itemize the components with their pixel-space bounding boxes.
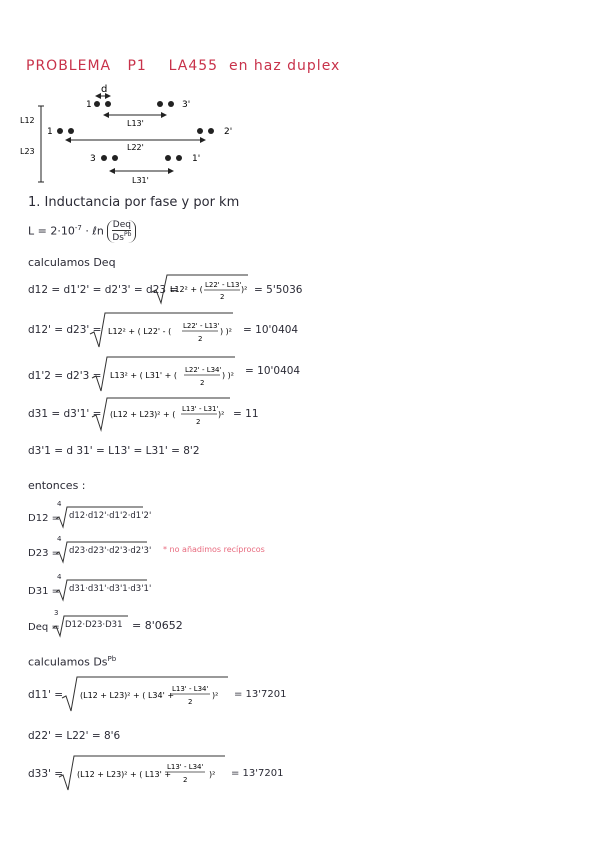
conductor-dot [57, 128, 63, 134]
conductor-dot [112, 155, 118, 161]
formula-l-num: Deq [112, 220, 131, 230]
svg-text:2: 2 [200, 379, 205, 387]
d11-lhs: d11' = [28, 689, 64, 701]
svg-text:)²: )² [241, 285, 248, 294]
conductor-dot [176, 155, 182, 161]
eq2-radical [88, 310, 238, 350]
d33-lhs: d33' = [28, 768, 64, 780]
calc-ds-label [28, 655, 116, 669]
eq4-lhs: d31 = d3'1' = [28, 408, 102, 420]
deq-root-index: 3 [54, 609, 59, 617]
svg-text:L22' - L13': L22' - L13' [205, 281, 242, 289]
d31-lhs: D31 = [28, 586, 60, 597]
d23-root-index: 4 [57, 535, 62, 543]
formula-l-den-sup: Pb [123, 231, 132, 238]
label-cond-1-top: 1 [86, 100, 92, 110]
formula-l-exp: -7 [74, 223, 82, 232]
label-cond-3p-top: 3' [182, 100, 191, 110]
eq3-result: = 10'0404 [245, 365, 301, 377]
d12-lhs: D12 = [28, 513, 60, 524]
svg-text:) )²: ) )² [222, 371, 234, 380]
conductor-diagram [0, 80, 600, 190]
formula-l-fraction [107, 220, 136, 243]
conductor-dot [168, 101, 174, 107]
label-cond-1-mid: 1 [47, 127, 53, 137]
label-l23: L23 [20, 147, 35, 156]
conductor-dot [165, 155, 171, 161]
d31-radicand: d31·d31'·d3'1·d3'1' [69, 584, 152, 594]
svg-text:) )²: ) )² [220, 327, 232, 336]
label-d: d [101, 84, 108, 95]
svg-text:L12² + ( L22' - (: L12² + ( L22' - ( [108, 327, 172, 336]
conductor-dot [94, 101, 100, 107]
deq-result: = 8'0652 [132, 619, 183, 632]
svg-text:)²: )² [212, 691, 219, 700]
note-reciprocos: * no añadimos recíprocos [163, 545, 265, 554]
calc-ds-sup: Pb [107, 655, 117, 663]
eq4-radical [90, 395, 235, 433]
svg-text:2: 2 [196, 418, 201, 426]
d23-radicand: d23·d23'·d2'3·d2'3' [69, 546, 152, 556]
label-cond-2p: 2' [224, 127, 233, 137]
svg-text:2: 2 [220, 293, 225, 301]
svg-text:L12² + (: L12² + ( [170, 285, 203, 294]
d12-radicand: d12·d12'·d1'2·d1'2' [69, 511, 152, 521]
svg-text:L13² + ( L31' + (: L13² + ( L31' + ( [110, 371, 178, 380]
svg-text:(L12 + L23)² + (: (L12 + L23)² + ( [110, 410, 176, 419]
svg-text:)²: )² [209, 770, 216, 779]
page-title [26, 58, 340, 74]
label-l31: L31' [132, 176, 149, 185]
svg-text:L22' - L34': L22' - L34' [185, 366, 222, 374]
svg-text:L22' - L13': L22' - L13' [183, 322, 220, 330]
d31-root-index: 4 [57, 573, 62, 581]
title-problem: PROBLEMA [26, 58, 112, 74]
deq-lhs: Deq = [28, 622, 60, 633]
label-cond-3: 3 [90, 154, 96, 164]
deq-radicand: D12·D23·D31 [65, 620, 123, 630]
eq3-radical [90, 354, 240, 394]
svg-text:(L12 + L23)² + ( L13' +: (L12 + L23)² + ( L13' + [77, 770, 172, 779]
conductor-dot [208, 128, 214, 134]
conductor-dot [197, 128, 203, 134]
label-l13: L13' [127, 119, 144, 128]
d12-root-index: 4 [57, 500, 62, 508]
d33-radical [57, 753, 229, 793]
svg-text:2: 2 [188, 698, 193, 706]
eq4-result: = 11 [233, 408, 259, 420]
d23-lhs: D23 = [28, 548, 60, 559]
label-cond-1p: 1' [192, 154, 201, 164]
eq3-lhs: d1'2 = d2'3 = [28, 370, 102, 382]
title-cable: LA455 [168, 58, 219, 74]
svg-text:L13' - L34': L13' - L34' [167, 763, 204, 771]
svg-text:2: 2 [198, 335, 203, 343]
d33-result: = 13'7201 [231, 768, 284, 779]
title-rest: en haz duplex [228, 58, 341, 74]
eq2-lhs: d12' = d23' = [28, 324, 102, 336]
conductor-dot [68, 128, 74, 134]
conductor-dot [105, 101, 111, 107]
eq1-lhs: d12 = d1'2' = d2'3' = d23 = [28, 284, 179, 296]
d22: d22' = L22' = 8'6 [28, 730, 121, 742]
svg-text:(L12 + L23)² + ( L34' +: (L12 + L23)² + ( L34' + [80, 691, 175, 700]
section-heading: 1. Inductancia por fase y por km [28, 195, 240, 210]
formula-l-ln: · ℓn [85, 224, 104, 238]
title-code: P1 [127, 58, 147, 74]
d11-result: = 13'7201 [234, 689, 287, 700]
calc-ds-text: calculamos Ds [28, 655, 108, 669]
label-l12: L12 [20, 116, 35, 125]
d11-radical [60, 674, 232, 714]
svg-text:L13' - L31': L13' - L31' [182, 405, 219, 413]
label-l22: L22' [127, 143, 144, 152]
eq5: d3'1 = d 31' = L13' = L31' = 8'2 [28, 445, 200, 457]
calc-deq-label: calculamos Deq [28, 256, 116, 269]
svg-text:2: 2 [183, 776, 188, 784]
eq1-radical [150, 272, 250, 306]
eq2-result: = 10'0404 [243, 324, 299, 336]
formula-l-den: Ds [112, 233, 124, 243]
svg-text:)²: )² [218, 410, 225, 419]
conductor-dot [157, 101, 163, 107]
conductor-dot [101, 155, 107, 161]
eq1-result: = 5'5036 [254, 284, 303, 296]
entonces-label: entonces : [28, 479, 86, 492]
svg-text:L13' - L34': L13' - L34' [172, 685, 209, 693]
formula-l-lhs: L = 2·10 [28, 224, 75, 238]
formula-l [28, 220, 136, 243]
